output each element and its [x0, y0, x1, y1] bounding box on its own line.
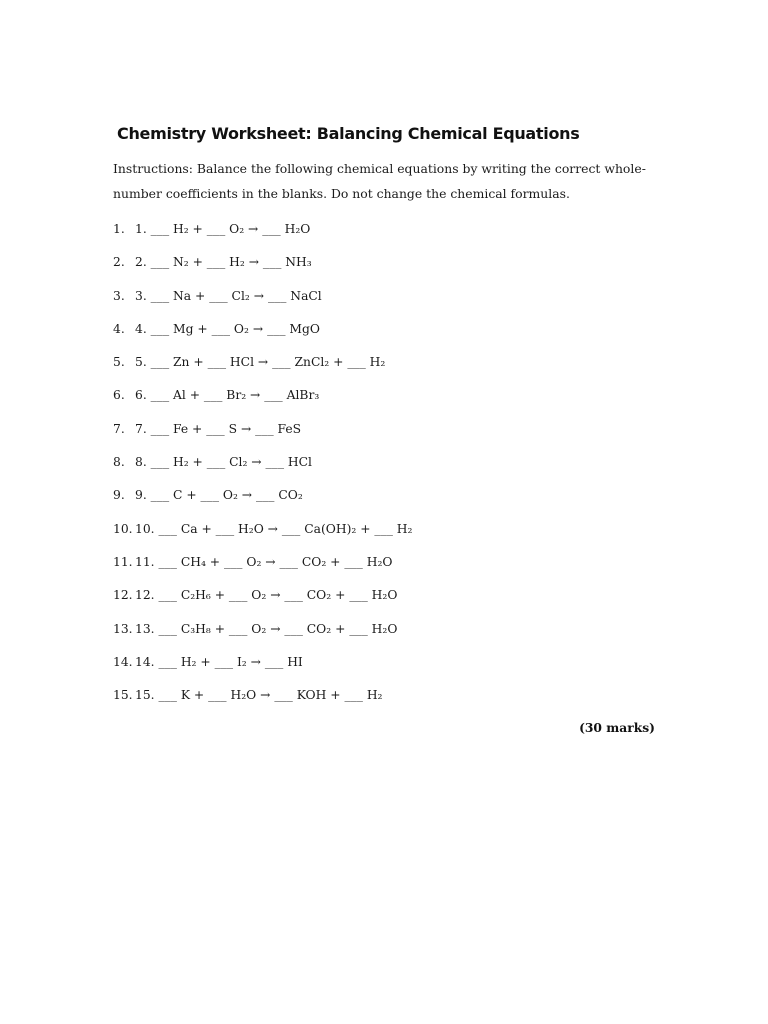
question-equation: 1. ___ H₂ + ___ O₂ → ___ H₂O — [135, 222, 311, 236]
question-equation: 3. ___ Na + ___ Cl₂ → ___ NaCl — [135, 288, 322, 303]
question-item — [113, 319, 412, 352]
question-equation: 10. ___ Ca + ___ H₂O → ___ Ca(OH)₂ + ___ H₂ — [135, 521, 413, 536]
question-list — [113, 219, 412, 718]
question-item — [113, 286, 412, 319]
question-number: 1. — [113, 222, 125, 236]
question-number: 8. — [113, 455, 125, 470]
question-number: 6. — [113, 388, 125, 403]
question-equation: 6. ___ Al + ___ Br₂ → ___ AlBr₃ — [135, 388, 320, 403]
total-marks: (30 marks) — [579, 720, 655, 735]
question-item — [113, 485, 412, 518]
question-equation: 4. ___ Mg + ___ O₂ → ___ MgO — [135, 321, 320, 336]
question-equation: 13. ___ C₃H₈ + ___ O₂ → ___ CO₂ + ___ H₂O — [135, 621, 398, 636]
question-item — [113, 419, 412, 452]
question-number: 4. — [113, 321, 125, 336]
question-item — [113, 552, 412, 585]
question-equation: 14. ___ H₂ + ___ I₂ → ___ HI — [135, 654, 303, 669]
question-equation: 7. ___ Fe + ___ S → ___ FeS — [135, 421, 302, 436]
question-item — [113, 685, 412, 718]
question-number: 3. — [113, 288, 125, 303]
page-title: Chemistry Worksheet: Balancing Chemical Equations — [117, 124, 580, 143]
question-number: 11. — [113, 554, 133, 569]
question-item — [113, 252, 412, 285]
question-equation: 9. ___ C + ___ O₂ → ___ CO₂ — [135, 488, 303, 503]
question-item — [113, 519, 412, 552]
question-number: 15. — [113, 688, 133, 703]
question-equation: 2. ___ N₂ + ___ H₂ → ___ NH₃ — [135, 255, 312, 270]
question-item — [113, 585, 412, 618]
question-number: 14. — [113, 654, 133, 669]
question-item — [113, 619, 412, 652]
question-item — [113, 219, 412, 252]
question-equation: 8. ___ H₂ + ___ Cl₂ → ___ HCl — [135, 455, 312, 470]
instructions-text: Instructions: Balance the following chemical equations by writing the correct whole-number coefficients in the blanks. Do not change the chemical formulas. — [113, 161, 646, 201]
question-item — [113, 452, 412, 485]
question-number: 5. — [113, 355, 125, 370]
question-number: 2. — [113, 255, 125, 270]
question-number: 12. — [113, 588, 133, 603]
question-item — [113, 385, 412, 418]
question-number: 10. — [113, 521, 133, 536]
question-number: 13. — [113, 621, 133, 636]
question-number: 7. — [113, 421, 125, 436]
question-equation: 12. ___ C₂H₆ + ___ O₂ → ___ CO₂ + ___ H₂O — [135, 588, 398, 603]
question-equation: 5. ___ Zn + ___ HCl → ___ ZnCl₂ + ___ H₂ — [135, 355, 386, 370]
question-number: 9. — [113, 488, 125, 503]
question-item — [113, 352, 412, 385]
question-equation: 15. ___ K + ___ H₂O → ___ KOH + ___ H₂ — [135, 688, 383, 703]
question-equation: 11. ___ CH₄ + ___ O₂ → ___ CO₂ + ___ H₂O — [135, 554, 393, 569]
question-item — [113, 652, 412, 685]
